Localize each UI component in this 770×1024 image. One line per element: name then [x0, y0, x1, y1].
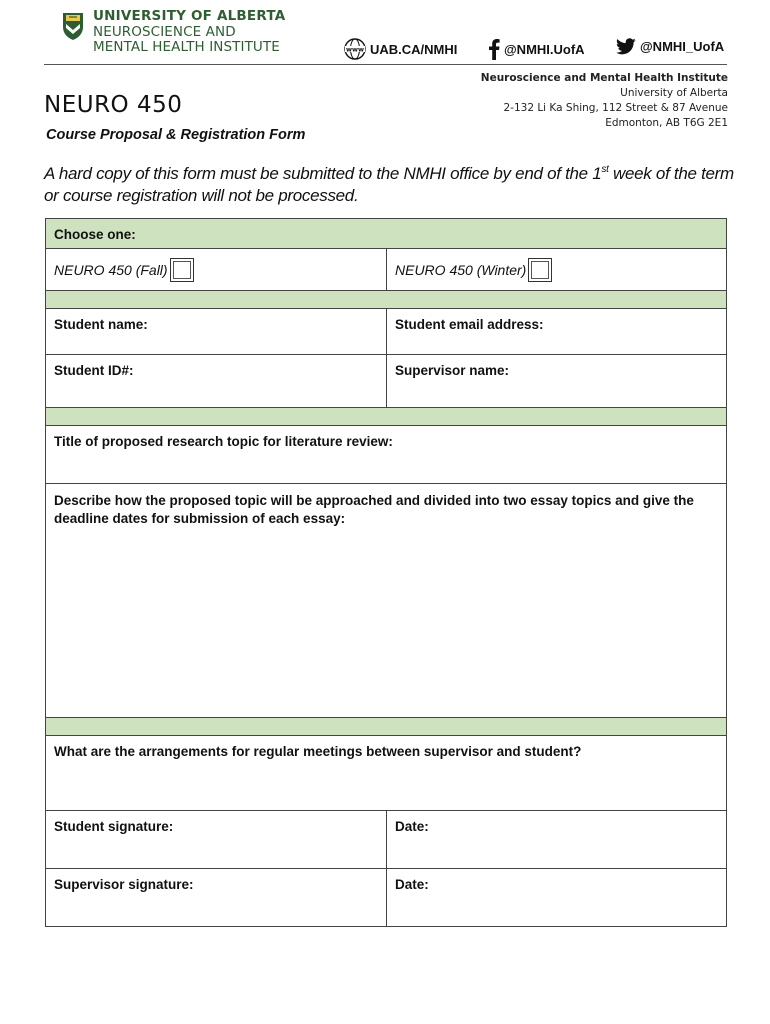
meetings-row — [46, 735, 726, 810]
section-divider-2 — [46, 407, 726, 425]
globe-icon-text: www — [345, 45, 365, 54]
student-email-field[interactable]: Student email address: — [386, 309, 726, 354]
institute-address — [481, 71, 728, 131]
globe-icon — [344, 38, 366, 60]
submission-notice — [44, 163, 734, 207]
notice-part-1: A hard copy of this form must be submitted to the NMHI office by end of the 1 — [44, 164, 602, 183]
student-name-row — [46, 308, 726, 354]
section-divider-1 — [46, 290, 726, 308]
choose-one-header — [46, 218, 726, 248]
address-line-2: 2-132 Li Ka Shing, 112 Street & 87 Avenue — [503, 102, 728, 114]
section-divider-3 — [46, 717, 726, 735]
winter-option — [386, 249, 726, 290]
university-logo — [62, 10, 285, 55]
address-line-3: Edmonton, AB T6G 2E1 — [605, 117, 728, 129]
supervisor-signature-field[interactable]: Supervisor signature: — [54, 877, 194, 892]
form-subtitle: Course Proposal & Registration Form — [46, 127, 306, 143]
fall-option-label: NEURO 450 (Fall) — [54, 261, 168, 278]
fall-option — [46, 249, 386, 290]
approach-field[interactable]: Describe how the proposed topic will be approached and divided into two essay topics and give the deadline dates for submission of each essay: — [54, 493, 694, 526]
student-id-field[interactable]: Student ID#: — [54, 363, 134, 378]
meetings-field[interactable]: What are the arrangements for regular meetings between supervisor and student? — [54, 744, 582, 759]
twitter-text: @NMHI_UofA — [640, 39, 725, 54]
facebook-link[interactable] — [488, 38, 585, 60]
term-choice-row — [46, 248, 726, 290]
address-line-1: University of Alberta — [620, 87, 728, 99]
institute-name-line1: NEUROSCIENCE AND — [93, 23, 236, 40]
supervisor-date-field[interactable]: Date: — [386, 869, 726, 926]
winter-checkbox[interactable] — [528, 258, 552, 282]
facebook-icon — [488, 38, 500, 60]
notice-superscript: st — [601, 164, 609, 175]
address-institute: Neuroscience and Mental Health Institute — [480, 72, 728, 84]
facebook-text: @NMHI.UofA — [504, 41, 585, 57]
student-signature-row — [46, 810, 726, 868]
university-name: UNIVERSITY OF ALBERTA — [93, 8, 286, 24]
crest-icon — [62, 11, 84, 41]
student-date-field[interactable]: Date: — [386, 811, 726, 868]
research-title-field[interactable]: Title of proposed research topic for literature review: — [54, 434, 393, 449]
fall-checkbox[interactable] — [170, 258, 194, 282]
notice-part-2: week of the term or course registration will not be processed. — [44, 164, 734, 205]
student-id-row — [46, 354, 726, 407]
choose-one-label: Choose one: — [54, 227, 136, 242]
research-title-row — [46, 425, 726, 483]
website-link[interactable] — [344, 38, 457, 60]
registration-form — [45, 218, 727, 927]
course-title: NEURO 450 — [44, 92, 183, 118]
supervisor-signature-row — [46, 868, 726, 927]
approach-row — [46, 483, 726, 717]
institute-name-line2: MENTAL HEALTH INSTITUTE — [93, 39, 280, 55]
twitter-icon — [616, 38, 636, 55]
winter-option-label: NEURO 450 (Winter) — [395, 261, 527, 278]
student-name-field[interactable]: Student name: — [54, 317, 148, 332]
website-text: UAB.CA/NMHI — [370, 41, 458, 57]
header-divider — [44, 64, 727, 65]
supervisor-name-field[interactable]: Supervisor name: — [386, 355, 726, 407]
student-signature-field[interactable]: Student signature: — [54, 819, 174, 834]
twitter-link[interactable] — [616, 38, 724, 55]
